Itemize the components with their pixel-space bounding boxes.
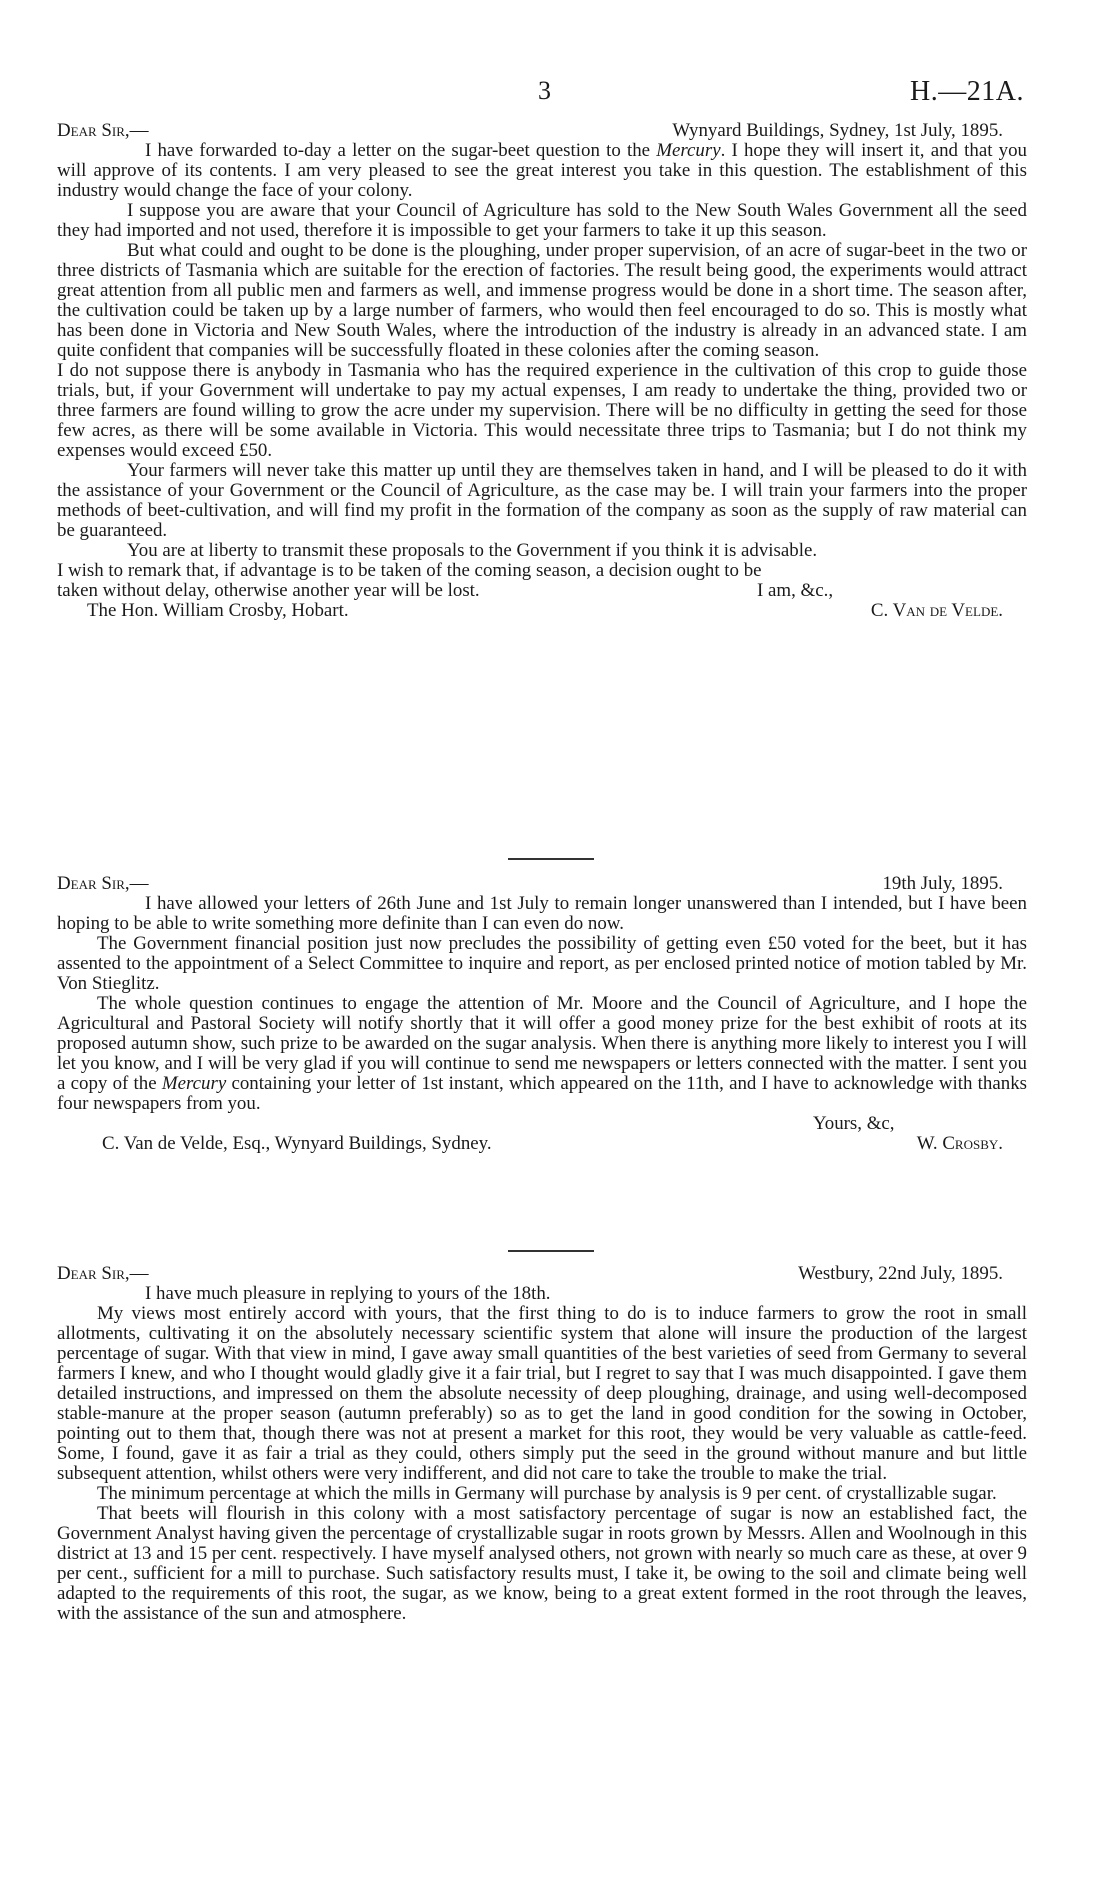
addressee-row (57, 1134, 1027, 1154)
paragraph: My views most entirely accord with yours, that the first thing to do is to induce farmers to grow the root in small allotments, cultivating it on the absolutely necessary scientific system that alone will insure the production of the largest percentage of sugar. With that view in mind, I gave away small quantities of the best varieties of seed from Germany to several farmers I knew, and who I thought would gladly give it a fair trial, but I regret to say that I was much disappointed. I gave them detailed instructions, and impressed on them the absolute necessity of deep ploughing, drainage, and using well-decomposed stable-manure at the proper season (autumn preferably) so as to get the land in good condition for the sowing in October, pointing out to them that, though there was not at present a market for this root, they would be very valuable as cattle-feed. Some, I found, gave it as fair a trial as they could, others simply put the seed in the ground without manure and but little subsequent attention, whilst others were very indifferent, and did not care to take the trouble to make the trial. (57, 1303, 1027, 1484)
paragraph: I have allowed your letters of 26th June and 1st July to remain longer unanswered than I intended, but I have been hoping to be able to write something more definite than I can even do now. (57, 893, 1027, 934)
paragraph (57, 994, 1027, 1114)
salutation: Dear Sir,— (57, 873, 149, 894)
place-date: Westbury, 22nd July, 1895. (798, 1263, 1003, 1284)
divider-rule (508, 1250, 594, 1252)
page-number: 3 (538, 76, 551, 105)
addressee: The Hon. William Crosby, Hobart. (87, 600, 349, 621)
paragraph: Your farmers will never take this matter up until they are themselves taken in hand, and I will be pleased to do it with the assistance of your Government or the Council of Agriculture, as the case may be. I will train your farmers into the proper methods of beet-cultivation, and will find my profit in the formation of the company as soon as the supply of raw material can be guaranteed. (57, 460, 1027, 541)
paragraph: The minimum percentage at which the mills in Germany will purchase by analysis is 9 per cent. of crystallizable sugar. (97, 1483, 997, 1504)
text-run: containing your letter of 1st instant, which appeared on the 11th, and I have to acknowledge with thanks four newspapers from you. (57, 1073, 1027, 1114)
letter-3-heading (57, 1264, 1027, 1284)
paragraph: But what could and ought to be done is the ploughing, under proper supervision, of an acre of sugar-beet in the two or three districts of Tasmania which are suitable for the erection of factories. The result being good, the experiments would attract great attention from all public men and farmers as well, and immense progress would be done in a short time. The season after, the cultivation could be taken up by a large number of farmers, who would then feel encouraged to do so. This is mostly what has been done in Victoria and New South Wales, where the introduction of the industry is already in an advanced state. I am quite confident that companies will be successfully floated in these colonies after the coming season. (57, 240, 1027, 361)
place-date: Wynyard Buildings, Sydney, 1st July, 1895. (672, 120, 1003, 141)
paragraph (57, 141, 1027, 201)
newspaper-title: Mercury (161, 1073, 227, 1094)
paper-reference: H.—21A. (910, 76, 1024, 107)
paragraph: I have much pleasure in replying to yours of the 18th. (145, 1283, 551, 1304)
closing-row (57, 1114, 1027, 1134)
paragraph: I do not suppose there is anybody in Tasmania who has the required experience in the cultivation of this crop to guide those trials, but, if your Government will undertake to pay my actual expenses, I am ready to undertake the thing, provided two or three farmers are found willing to grow the acre under my supervision. There will be no difficulty in getting the seed for those few acres, as there will be some available in Victoria. This would necessitate three trips to Tasmania; but I do not think my expenses would exceed £50. (57, 360, 1027, 461)
closing: I am, &c., (757, 580, 834, 601)
addressee: C. Van de Velde, Esq., Wynyard Buildings, Sydney. (102, 1133, 492, 1154)
letter-1 (57, 121, 1027, 621)
paragraph-line: I wish to remark that, if advantage is to be taken of the coming season, a decision ought to be (57, 560, 762, 581)
closing-row (57, 581, 1027, 601)
letter-2 (57, 874, 1027, 1154)
letter-3 (57, 1264, 1027, 1624)
page-header (0, 76, 1114, 110)
salutation: Dear Sir,— (57, 1263, 149, 1284)
addressee-row (57, 601, 1027, 621)
letter-1-heading (57, 121, 1027, 141)
paragraph-line: taken without delay, otherwise another year will be lost. (57, 580, 480, 601)
closing: Yours, &c, (813, 1113, 895, 1134)
divider-rule (508, 858, 594, 860)
text-run: I have forwarded to-day a letter on the sugar-beet question to the (145, 140, 657, 161)
paragraph: That beets will flourish in this colony with a most satisfactory percentage of sugar is now an established fact, the Government Analyst having given the percentage of crystallizable sugar in roots grown by Messrs. Allen and Woolnough in this district at 13 and 15 per cent. respectively. I have myself analysed others, not grown with nearly so much care as these, at over 9 per cent., sufficient for a mill to purchase. Such satisfactory results must, I take it, be owing to the soil and climate being well adapted to the requirements of this root, the sugar, as we know, being to a great extent formed in the root through the leaves, with the assistance of the sun and atmosphere. (57, 1503, 1027, 1624)
salutation: Dear Sir,— (57, 120, 149, 141)
signature: W. Crosby. (916, 1133, 1003, 1154)
letter-2-heading (57, 874, 1027, 894)
place-date: 19th July, 1895. (882, 873, 1003, 894)
paragraph: The Government financial position just now precludes the possibility of getting even £50 voted for the beet, but it has assented to the appointment of a Select Committee to inquire and report, as per enclosed printed notice of motion tabled by Mr. Von Stieglitz. (57, 933, 1027, 994)
newspaper-title: Mercury (656, 140, 721, 161)
signature: C. Van de Velde. (870, 600, 1003, 621)
text-run: . I hope they will insert it, and that you will approve of its contents. I am very pleased to see the great interest you take in this question. The establishment of this industry would change the face of your colony. (57, 140, 1027, 201)
text-run: The whole question continues to engage the attention of Mr. Moore and the Council of Agriculture, and I hope the Agricultural and Pastoral Society will notify shortly that it will offer a good money prize for the best exhibit of roots at its proposed autumn show, such prize to be awarded on the sugar analysis. When there is anything more likely to interest you I will let you know, and I will be very glad if you will continue to send me newspapers or letters connected with the matter. I sent you a copy of the (57, 993, 1027, 1094)
paragraph-line: You are at liberty to transmit these proposals to the Government if you think it is advisable. (127, 540, 818, 561)
paragraph: I suppose you are aware that your Council of Agriculture has sold to the New South Wales Government all the seed they had imported and not used, therefore it is impossible to get your farmers to take it up this season. (57, 200, 1027, 241)
